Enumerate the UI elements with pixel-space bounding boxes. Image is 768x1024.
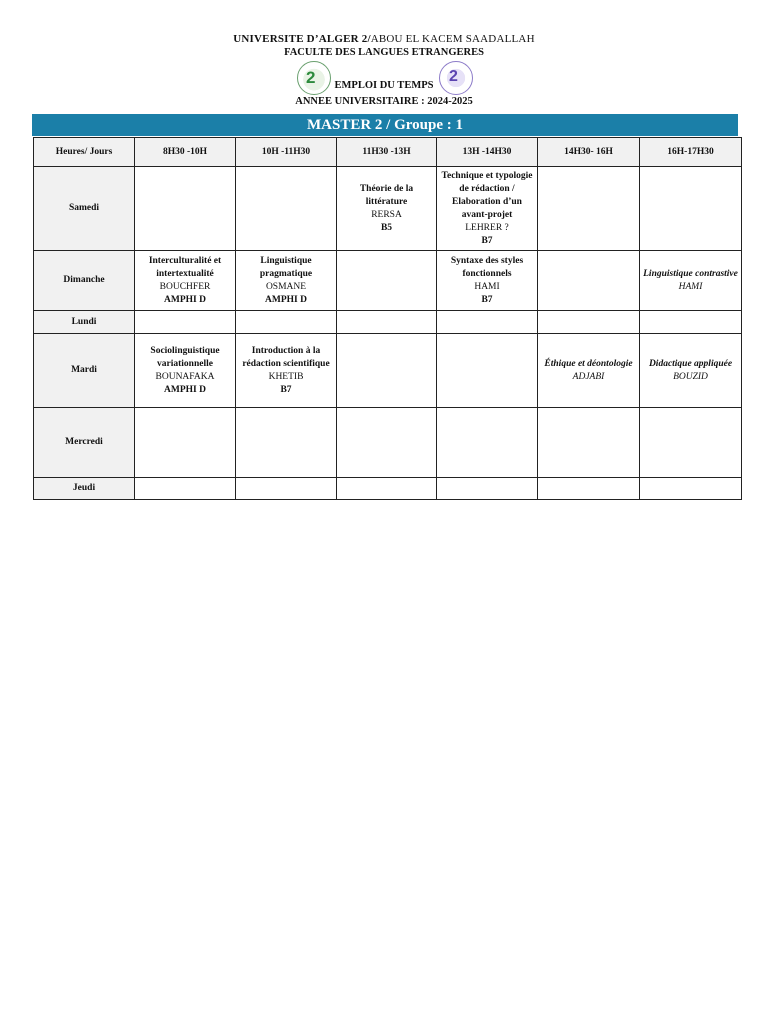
session-cell	[640, 251, 742, 311]
slot-header: 11H30 -13H	[337, 138, 437, 167]
empty-cell	[640, 408, 742, 478]
table-row	[34, 408, 742, 478]
empty-cell	[236, 408, 337, 478]
session-title: Technique et typologie de rédaction / Elaboration d’un avant-projet	[441, 170, 533, 220]
session-teacher: OSMANE	[265, 281, 307, 292]
session-teacher: ADJABI	[572, 371, 605, 382]
empty-cell	[337, 334, 437, 408]
empty-cell	[538, 408, 640, 478]
session-teacher: LEHRER ?	[465, 222, 509, 233]
empty-cell	[437, 478, 538, 500]
session-title: Sociolinguistique variationnelle	[150, 345, 220, 369]
empty-cell	[135, 478, 236, 500]
session-cell	[236, 334, 337, 408]
timetable	[33, 137, 742, 500]
empty-cell	[337, 251, 437, 311]
session-teacher: HAMI	[678, 281, 703, 292]
session-cell	[236, 251, 337, 311]
slot-header: 13H -14H30	[437, 138, 538, 167]
university-name	[0, 32, 768, 46]
empty-cell	[236, 167, 337, 251]
session-teacher: RERSA	[371, 209, 402, 220]
empty-cell	[640, 167, 742, 251]
empty-cell	[236, 311, 337, 334]
session-cell	[437, 251, 538, 311]
empty-cell	[437, 334, 538, 408]
session-title: Didactique appliquée	[648, 358, 733, 369]
day-label: Dimanche	[34, 251, 135, 311]
slot-header: 16H-17H30	[640, 138, 742, 167]
session-title: Théorie de la littérature	[359, 183, 414, 207]
session-teacher: HAMI	[474, 281, 500, 292]
table-row	[34, 478, 742, 500]
session-cell	[135, 334, 236, 408]
empty-cell	[135, 408, 236, 478]
faculty-name: FACULTE DES LANGUES ETRANGERES	[284, 47, 484, 58]
schedule-title: EMPLOI DU TEMPS	[334, 80, 434, 91]
empty-cell	[538, 167, 640, 251]
session-cell	[337, 167, 437, 251]
session-cell	[640, 334, 742, 408]
empty-cell	[538, 311, 640, 334]
empty-cell	[135, 311, 236, 334]
timetable-header-row	[34, 138, 742, 167]
logo-left-mark: 2	[306, 68, 316, 87]
group-banner: MASTER 2 / Groupe : 1	[32, 114, 738, 136]
session-teacher: BOUZID	[673, 371, 708, 382]
empty-cell	[538, 251, 640, 311]
empty-cell	[236, 478, 337, 500]
session-teacher: KHETIB	[268, 371, 304, 382]
university-name-rest: ABOU EL KACEM SAADALLAH	[370, 33, 535, 45]
session-title: Éthique et déontologie	[544, 358, 633, 369]
session-teacher: BOUCHFER	[159, 281, 211, 292]
empty-cell	[640, 311, 742, 334]
empty-cell	[437, 311, 538, 334]
session-room: B5	[380, 222, 393, 233]
session-cell	[437, 167, 538, 251]
table-row	[34, 311, 742, 334]
session-room: B7	[481, 235, 493, 246]
logo-right-mark: 2	[449, 68, 458, 85]
empty-cell	[135, 167, 236, 251]
logos-row	[0, 60, 768, 98]
session-title: Syntaxe des styles fonctionnels	[450, 255, 524, 279]
empty-cell	[337, 311, 437, 334]
day-label: Mercredi	[34, 408, 135, 478]
session-cell	[135, 251, 236, 311]
session-title: Introduction à la rédaction scientifique	[242, 345, 330, 369]
day-label: Jeudi	[34, 478, 135, 500]
academic-year: ANNEE UNIVERSITAIRE : 2024-2025	[295, 96, 473, 107]
day-label: Mardi	[34, 334, 135, 408]
table-row	[34, 334, 742, 408]
slot-header: 14H30- 16H	[538, 138, 640, 167]
document-header	[0, 32, 768, 108]
session-room: AMPHI D	[164, 294, 206, 305]
empty-cell	[437, 408, 538, 478]
slot-header: 8H30 -10H	[135, 138, 236, 167]
empty-cell	[337, 408, 437, 478]
empty-cell	[640, 478, 742, 500]
university-name-bold: UNIVERSITE D’ALGER 2/	[233, 33, 371, 45]
empty-cell	[538, 478, 640, 500]
session-room: AMPHI D	[164, 384, 206, 395]
session-room: AMPHI D	[265, 294, 307, 305]
session-title: Linguistique pragmatique	[259, 255, 313, 279]
university-logo-right	[439, 61, 473, 95]
day-label: Lundi	[34, 311, 135, 334]
empty-cell	[337, 478, 437, 500]
table-row	[34, 251, 742, 311]
session-room: B7	[280, 384, 292, 395]
corner-header: Heures/ Jours	[34, 138, 135, 167]
table-row	[34, 167, 742, 251]
session-cell	[538, 334, 640, 408]
day-label: Samedi	[34, 167, 135, 251]
slot-header: 10H -11H30	[236, 138, 337, 167]
session-title: Linguistique contrastive	[643, 268, 738, 279]
session-room: B7	[481, 294, 493, 305]
session-teacher: BOUNAFAKA	[155, 371, 215, 382]
session-title: Interculturalité et intertextualité	[148, 255, 222, 279]
